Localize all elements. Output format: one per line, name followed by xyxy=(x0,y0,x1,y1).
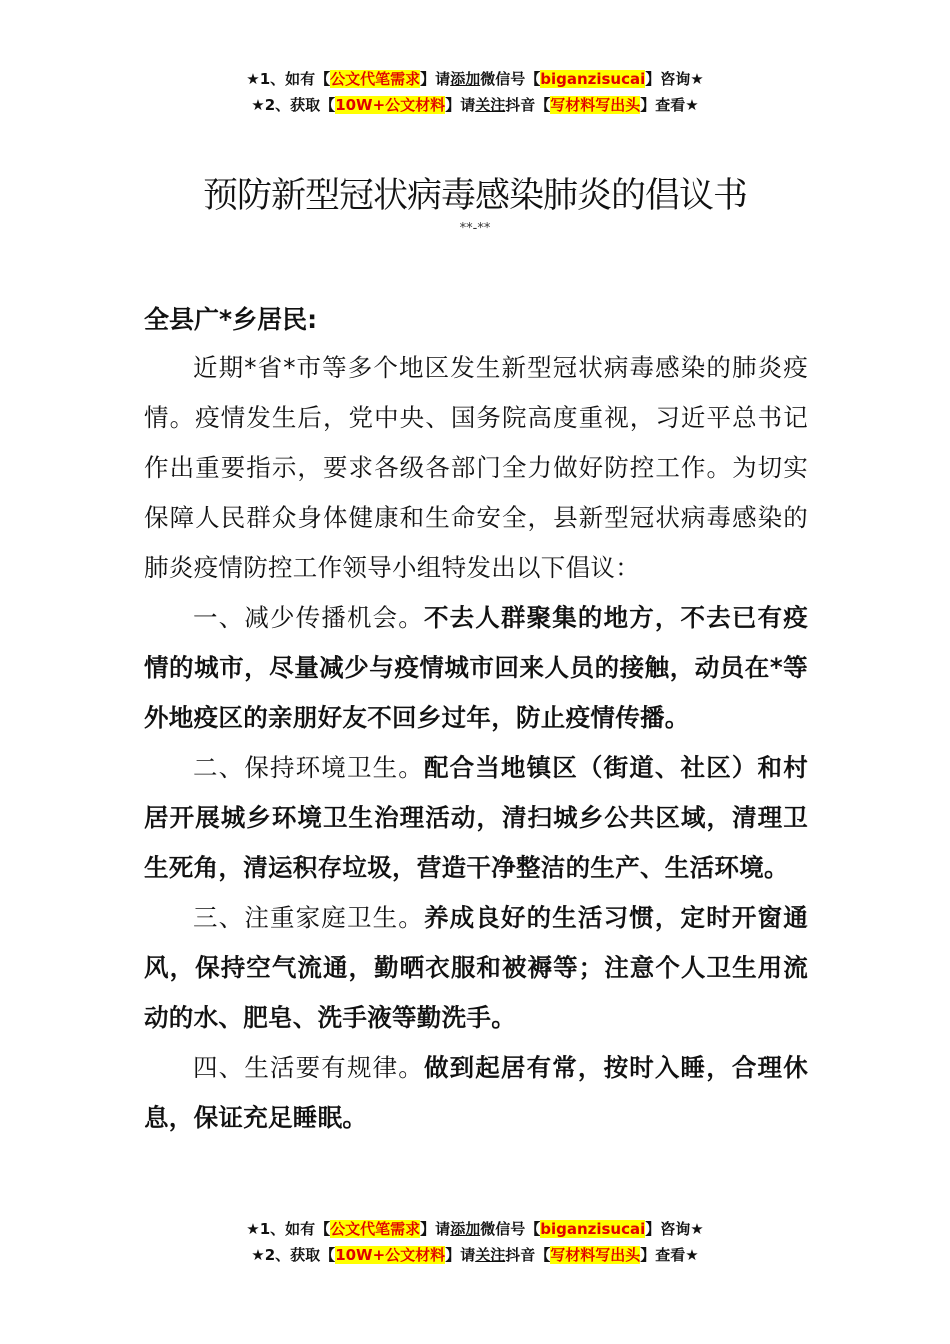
promo-text: ★2、获取【 xyxy=(251,1246,336,1264)
item-paragraph xyxy=(144,1043,808,1143)
document-title: 预防新型冠状病毒感染肺炎的倡议书 xyxy=(202,176,747,216)
promo-text: ★2、获取【 xyxy=(251,96,336,114)
promo-line-1 xyxy=(0,1216,950,1242)
promo-underline: 添加 xyxy=(450,1220,481,1238)
promo-underline: 关注 xyxy=(475,1246,506,1264)
promo-text: 】请 xyxy=(445,96,476,114)
promo-text: 微信号【 xyxy=(480,70,541,88)
promo-text: ★1、如有【 xyxy=(246,70,331,88)
item-text: 不去人群聚集的地方，不去已有疫情的城市，尽量减少与疫情城市回来人员的接触，动员在*等外地疫区的亲朋好友不回乡过年，防止疫情传播。 xyxy=(144,603,809,732)
promo-text: 】请 xyxy=(420,70,451,88)
promo-line-2 xyxy=(0,1242,950,1268)
promo-highlight: biganzisucai xyxy=(540,70,646,88)
promo-underline: 添加 xyxy=(450,70,481,88)
promo-text: 微信号【 xyxy=(480,1220,541,1238)
promo-line-2 xyxy=(0,92,950,118)
promo-text: 】咨询★ xyxy=(645,1220,704,1238)
item-heading: 二、保持环境卫生。 xyxy=(193,753,424,782)
header-promo-banner xyxy=(0,66,950,118)
promo-highlight: 写材料写出头 xyxy=(550,1246,641,1264)
promo-text: 抖音【 xyxy=(505,1246,551,1264)
item-heading: 四、生活要有规律。 xyxy=(193,1053,424,1082)
item-paragraph xyxy=(144,743,808,893)
item-text: 配合当地镇区（街道、社区）和村居开展城乡环境卫生治理活动，清扫城乡公共区域，清理卫生死角，清运积存垃圾，营造干净整洁的生产、生活环境。 xyxy=(144,753,809,882)
promo-text: ★1、如有【 xyxy=(246,1220,331,1238)
item-paragraph xyxy=(144,593,808,743)
promo-text: 】请 xyxy=(420,1220,451,1238)
promo-text: 】查看★ xyxy=(640,96,699,114)
promo-highlight: 10W+公文材料 xyxy=(335,96,446,114)
promo-highlight: 10W+公文材料 xyxy=(335,1246,446,1264)
salutation: 全县广*乡居民: xyxy=(144,305,318,334)
promo-text: 抖音【 xyxy=(505,96,551,114)
item-text: 做到起居有常，按时入睡，合理休息，保证充足睡眠。 xyxy=(144,1053,809,1132)
promo-text: 】查看★ xyxy=(640,1246,699,1264)
promo-text: 】咨询★ xyxy=(645,70,704,88)
document-subtitle: **-** xyxy=(459,221,491,236)
promo-line-1 xyxy=(0,66,950,92)
promo-text: 】请 xyxy=(445,1246,476,1264)
document-body xyxy=(144,343,808,1143)
promo-highlight: 公文代笔需求 xyxy=(330,1220,421,1238)
item-heading: 一、减少传播机会。 xyxy=(193,603,424,632)
item-paragraph xyxy=(144,893,808,1043)
footer-promo-banner xyxy=(0,1216,950,1268)
item-heading: 三、注重家庭卫生。 xyxy=(193,903,424,932)
promo-highlight: biganzisucai xyxy=(540,1220,646,1238)
promo-highlight: 写材料写出头 xyxy=(550,96,641,114)
promo-highlight: 公文代笔需求 xyxy=(330,70,421,88)
item-text: 养成良好的生活习惯，定时开窗通风，保持空气流通，勤晒衣服和被褥等；注意个人卫生用流动的水、肥皂、洗手液等勤洗手。 xyxy=(144,903,809,1032)
intro-paragraph: 近期*省*市等多个地区发生新型冠状病毒感染的肺炎疫情。疫情发生后，党中央、国务院高度重视，习近平总书记作出重要指示，要求各级各部门全力做好防控工作。为切实保障人民群众身体健康和生命安全，县新型冠状病毒感染的肺炎疫情防控工作领导小组特发出以下倡议： xyxy=(144,353,808,582)
promo-underline: 关注 xyxy=(475,96,506,114)
